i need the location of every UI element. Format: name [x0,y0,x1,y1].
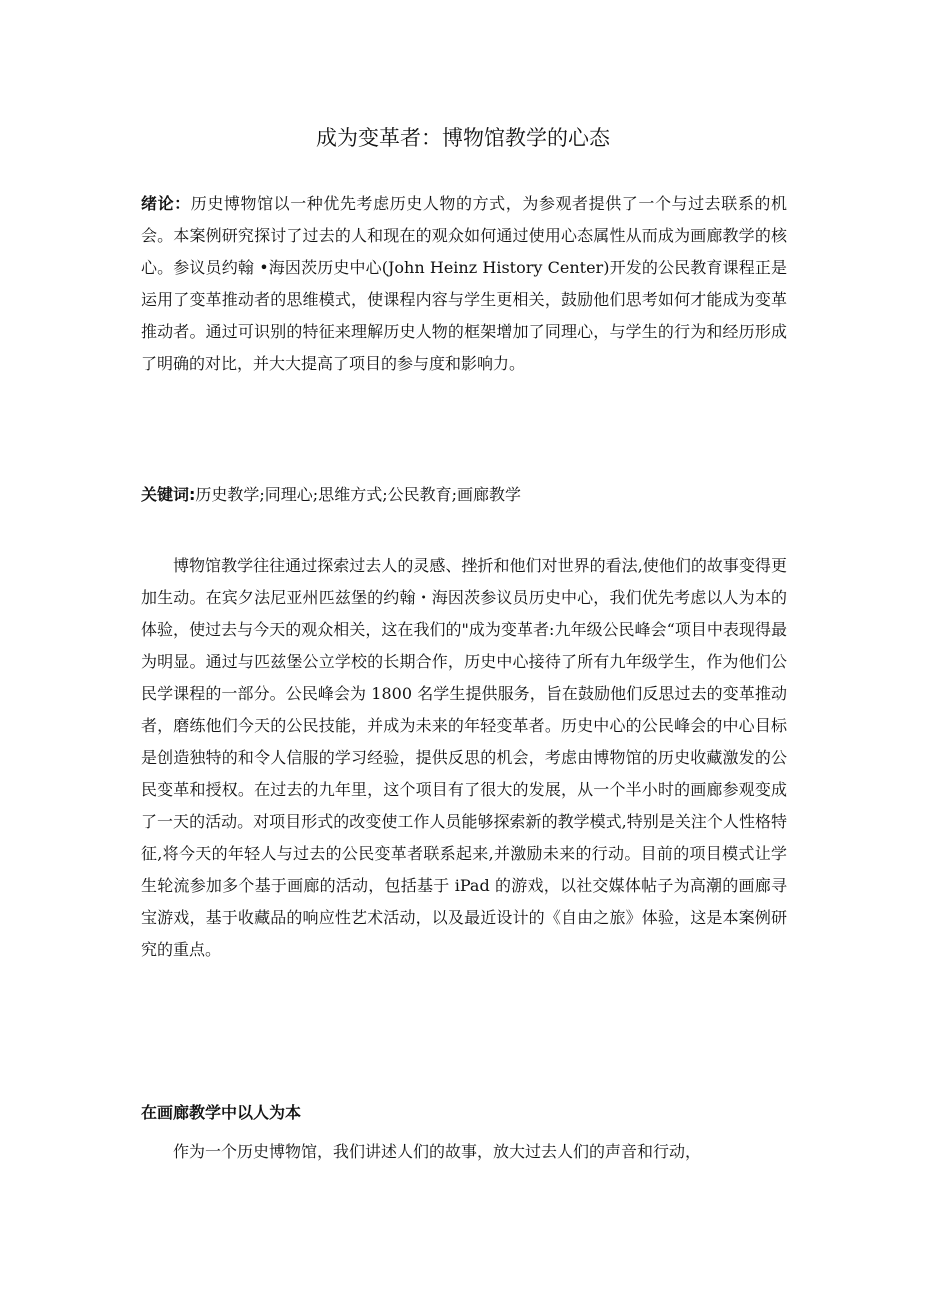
abstract-text: 历史博物馆以一种优先考虑历史人物的方式，为参观者提供了一个与过去联系的机会。本案例研究探讨了过去的人和现在的观众如何通过使用心态属性从而成为画廊教学的核心。参议员约翰 •海因茨历史中心(John Heinz History Center)开发的公民教育课程正是运用了变革推动者的思维模式，使课程内容与学生更相关，鼓励他们思考如何才能成为变革推动者。通过可识别的特征来理解历史人物的框架增加了同理心，与学生的行为和经历形成了明确的对比，并大大提高了项目的参与度和影响力。 [141,194,787,373]
document-title: 成为变革者：博物馆教学的心态 [316,126,610,150]
keywords-text: 历史教学;同理心;思维方式;公民教育;画廊教学 [195,485,521,504]
abstract-paragraph [141,188,787,380]
body-paragraph-1: 博物馆教学往往通过探索过去人的灵感、挫折和他们对世界的看法,使他们的故事变得更加生动。在宾夕法尼亚州匹兹堡的约翰・海因茨参议员历史中心，我们优先考虑以人为本的体验，使过去与今天的观众相关，这在我们的"成为变革者:九年级公民峰会“项目中表现得最为明显。通过与匹兹堡公立学校的长期合作，历史中心接待了所有九年级学生，作为他们公民学课程的一部分。公民峰会为 1800 名学生提供服务，旨在鼓励他们反思过去的变革推动者，磨练他们今天的公民技能，并成为未来的年轻变革者。历史中心的公民峰会的中心目标是创造独特的和令人信服的学习经验，提供反思的机会，考虑由博物馆的历史收藏激发的公民变革和授权。在过去的九年里，这个项目有了很大的发展，从一个半小时的画廊参观变成了一天的活动。对项目形式的改变使工作人员能够探索新的教学模式,特别是关注个人性格特征,将今天的年轻人与过去的公民变革者联系起来,并激励未来的行动。目前的项目模式让学生轮流参加多个基于画廊的活动，包括基于 iPad 的游戏，以社交媒体帖子为高潮的画廊寻宝游戏，基于收藏品的响应性艺术活动，以及最近设计的《自由之旅》体验，这是本案例研究的重点。 [141,556,787,959]
body-paragraph-2: 作为一个历史博物馆，我们讲述人们的故事，放大过去人们的声音和行动， [173,1142,702,1161]
keywords-line [141,479,787,511]
section-heading: 在画廊教学中以人为本 [141,1103,302,1122]
keywords-label: 关键词: [141,485,196,504]
abstract-label: 绪论： [141,194,191,213]
